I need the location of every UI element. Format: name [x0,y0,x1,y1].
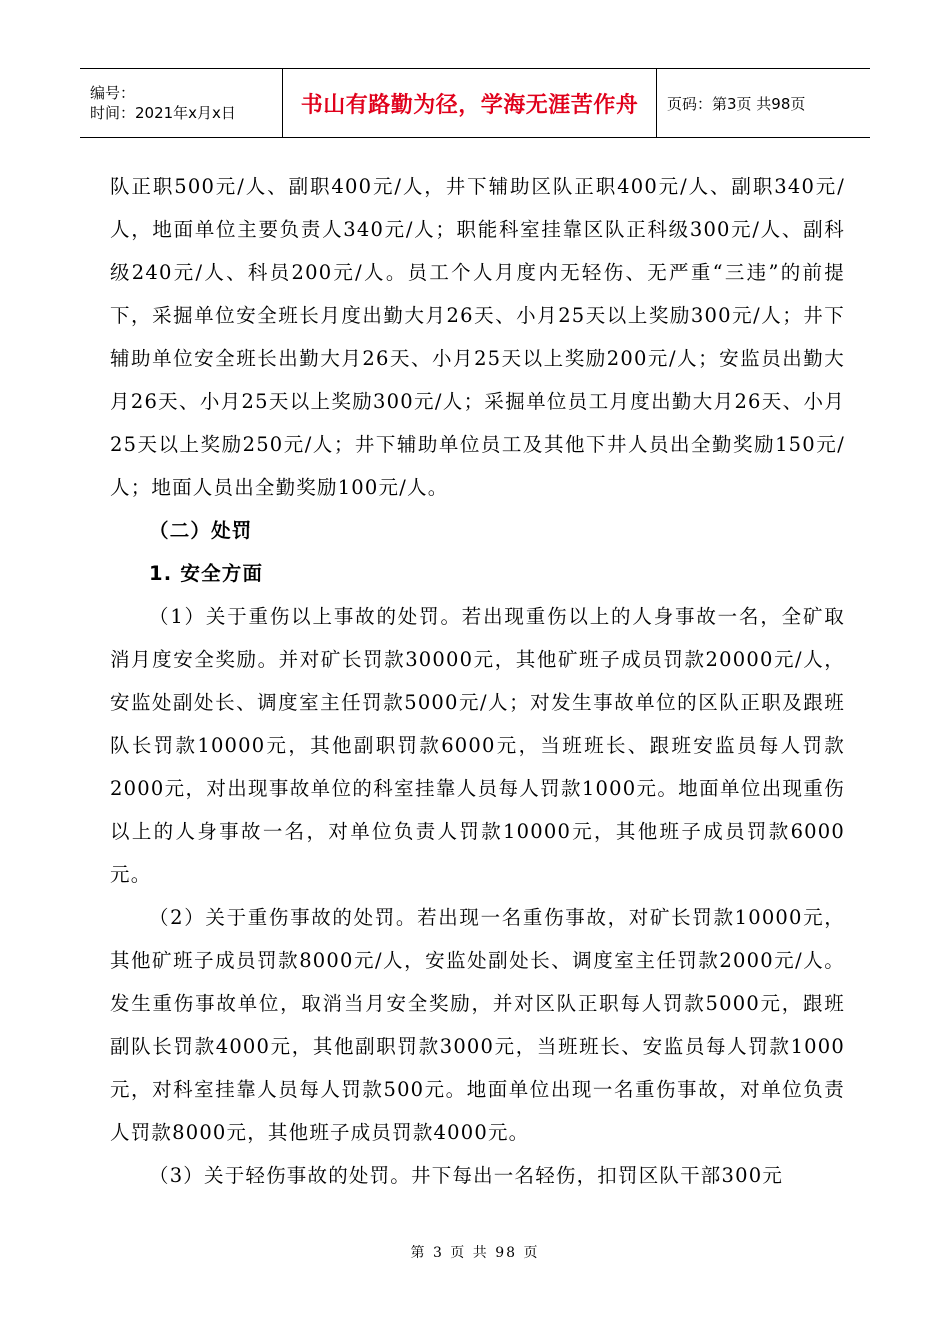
document-body [110,165,845,1197]
section-heading: （二）处罚 [149,519,253,542]
subsection-heading: 1. 安全方面 [149,562,264,585]
body-paragraph: （3）关于轻伤事故的处罚。井下每出一名轻伤，扣罚区队干部300元 [149,1164,784,1187]
document-number-label: 编号： [90,84,136,102]
header-motto-cell [282,69,657,137]
header-page-info: 页码：第3页 共98页 [667,94,806,113]
body-paragraph: 队正职500元/人、副职400元/人，井下辅助区队正职400元/人、副职340元/人，地面单位主要负责人340元/人；职能科室挂靠区队正科级300元/人、副科级240元/人、科员200元/人。员工个人月度内无轻伤、无严重“三违”的前提下，采掘单位安全班长月度出勤大月26天、小月25天以上奖励300元/人；井下辅助单位安全班长出勤大月26天、小月25天以上奖励200元/人；安监员出勤大月26天、小月25天以上奖励300元/人；采掘单位员工月度出勤大月26天、小月25天以上奖励250元/人；井下辅助单位员工及其他下井人员出全勤奖励150元/人；地面人员出全勤奖励100元/人。 [110,175,845,499]
header-meta [80,69,282,137]
body-paragraph: （1）关于重伤以上事故的处罚。若出现重伤以上的人身事故一名，全矿取消月度安全奖励。并对矿长罚款30000元，其他矿班子成员罚款20000元/人，安监处副处长、调度室主任罚款5000元/人；对发生事故单位的区队正职及跟班队长罚款10000元，其他副职罚款6000元，当班班长、跟班安监员每人罚款2000元，对出现事故单位的科室挂靠人员每人罚款1000元。地面单位出现重伤以上的人身事故一名，对单位负责人罚款10000元，其他班子成员罚款6000元。 [110,605,845,886]
page-footer: 第 3 页 共 98 页 [410,1245,540,1261]
body-paragraph: （2）关于重伤事故的处罚。若出现一名重伤事故，对矿长罚款10000元，其他矿班子成员罚款8000元/人，安监处副处长、调度室主任罚款2000元/人。发生重伤事故单位，取消当月安全奖励，并对区队正职每人罚款5000元，跟班副队长罚款4000元，其他副职罚款3000元，当班班长、安监员每人罚款1000元，对科室挂靠人员每人罚款500元。地面单位出现一名重伤事故，对单位负责人罚款8000元，其他班子成员罚款4000元。 [110,906,845,1144]
document-date: 时间：2021年x月x日 [90,104,236,122]
document-header [80,68,870,138]
header-motto: 书山有路勤为径，学海无涯苦作舟 [300,92,639,118]
